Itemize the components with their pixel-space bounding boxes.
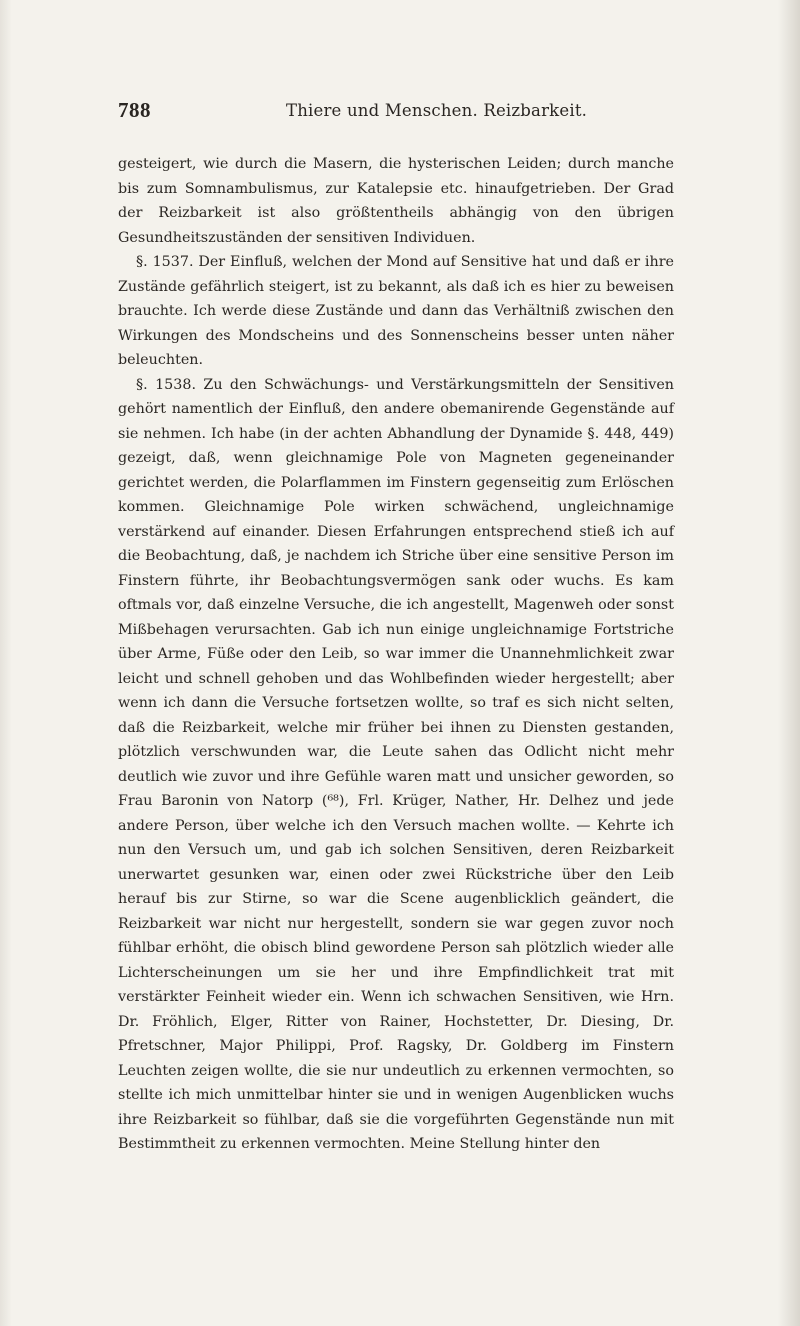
page-edge-shadow-right xyxy=(778,0,800,1326)
paragraph-continuation: gesteigert, wie durch die Masern, die hysterischen Leiden; durch manche bis zum Somnambulismus, zur Katalepsie etc. hinaufgetrieben. Der Grad der Reizbarkeit ist also größtentheils abhängig von den übrigen Gesundheitszuständen der sensitiven Individuen. xyxy=(118,156,674,246)
page-number: 788 xyxy=(118,98,151,122)
page-header xyxy=(118,98,674,126)
running-head: Thiere und Menschen. Reizbarkeit. xyxy=(286,101,588,120)
paragraph-section-1538: §. 1538. Zu den Schwächungs- und Verstärkungsmitteln der Sensitiven gehört namentlich der Einfluß, den andere obemanirende Gegenstände auf sie nehmen. Ich habe (in der achten Abhandlung der Dynamide §. 448, 449) gezeigt, daß, wenn gleichnamige Pole von Magneten gegeneinander gerichtet werden, die Polarflammen im Finstern gegenseitig zum Erlöschen kommen. Gleichnamige Pole wirken schwächend, ungleichnamige verstärkend auf einander. Diesen Erfahrungen entsprechend stieß ich auf die Beobachtung, daß, je nachdem ich Striche über eine sensitive Person im Finstern führte, ihr Beobachtungsvermögen sank oder wuchs. Es kam oftmals vor, daß einzelne Versuche, die ich angestellt, Magenweh oder sonst Mißbehagen verursachten. Gab ich nun einige ungleichnamige Fortstriche über Arme, Füße oder den Leib, so war immer die Unannehmlichkeit zwar leicht und schnell gehoben und das Wohlbefinden wieder hergestellt; aber wenn ich dann die Versuche fortsetzen wollte, so traf es sich nicht selten, daß die Reizbarkeit, welche mir früher bei ihnen zu Diensten gestanden, plötzlich verschwunden war, die Leute sahen das Odlicht nicht mehr deutlich wie zuvor und ihre Gefühle waren matt und unsicher geworden, so Frau Baronin von Natorp (⁶⁸), Frl. Krüger, Nather, Hr. Delhez und jede andere Person, über welche ich den Versuch machen wollte. — Kehrte ich nun den Versuch um, und gab ich solchen Sensitiven, deren Reizbarkeit unerwartet gesunken war, einen oder zwei Rückstriche über den Leib herauf bis zur Stirne, so war die Scene augenblicklich geändert, die Reizbarkeit war nicht nur hergestellt, sondern sie war gegen zuvor noch fühlbar erhöht, die obisch blind gewordene Person sah plötzlich wieder alle Lichterscheinungen um sie her und ihre Empfindlichkeit trat mit verstärkter Feinheit wieder ein. Wenn ich schwachen Sensitiven, wie Hrn. Dr. Fröhlich, Elger, Ritter von Rainer, Hochstetter, Dr. Diesing, Dr. Pfretschner, Major Philippi, Prof. Ragsky, Dr. Goldberg im Finstern Leuchten zeigen wollte, die sie nur undeutlich zu erkennen vermochten, so stellte ich mich unmittelbar hinter sie und in wenigen Augenblicken wuchs ihre Reizbarkeit so fühlbar, daß sie die vorgeführten Gegenstände nun mit Bestimmtheit zu erkennen vermochten. Meine Stellung hinter den xyxy=(118,376,674,1152)
body-text xyxy=(118,152,674,1157)
paragraph-section-1537: §. 1537. Der Einfluß, welchen der Mond auf Sensitive hat und daß er ihre Zustände gefährlich steigert, ist zu bekannt, als daß ich es hier zu beweisen brauchte. Ich werde diese Zustände und dann das Verhältniß zwischen den Wirkungen des Mondscheins und des Sonnenscheins besser unten näher beleuchten. xyxy=(118,254,674,368)
page-edge-shadow-left xyxy=(0,0,12,1326)
